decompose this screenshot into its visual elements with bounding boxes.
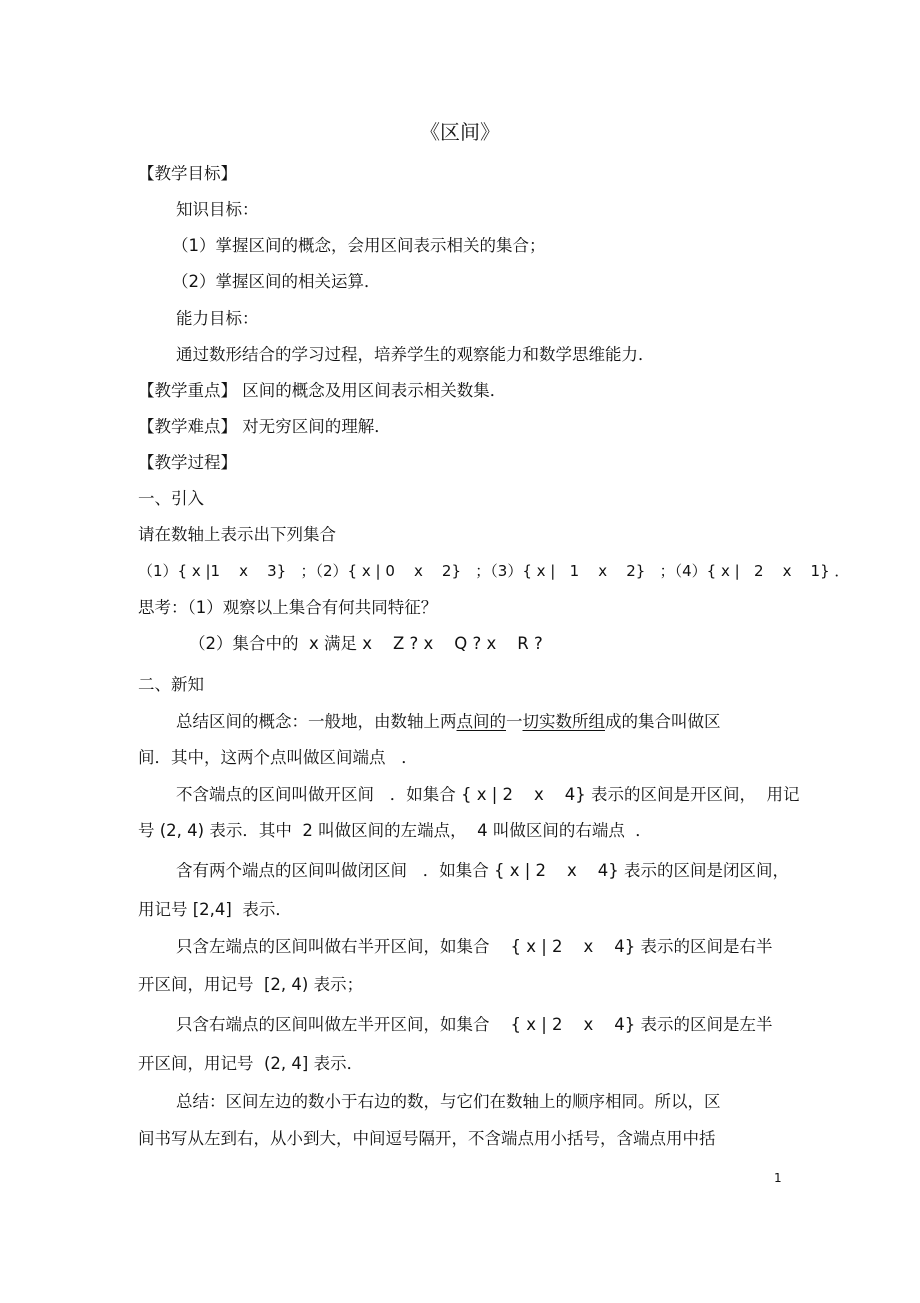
- summary-line-1: 总结：区间左边的数小于右边的数，与它们在数轴上的顺序相同。所以，区: [176, 1092, 721, 1111]
- teaching-difficulties: 【教学难点】 对无穷区间的理解．: [138, 417, 391, 436]
- teaching-key-points: 【教学重点】 区间的概念及用区间表示相关数集．: [138, 381, 507, 400]
- document-title: 《区间》: [420, 120, 500, 144]
- summary-line-2: 间书写从左到右，从小到大，中间逗号隔开，不含端点用小括号，含端点用中括: [138, 1129, 716, 1148]
- section-new-knowledge: 二、新知: [138, 675, 204, 694]
- knowledge-objectives-label: 知识目标：: [176, 200, 259, 219]
- left-half-open-notation: 开区间，用记号 (2, 4] 表示．: [138, 1054, 364, 1073]
- concept-underlined-b: 点间的: [456, 712, 506, 731]
- ability-objectives-label: 能力目标：: [176, 309, 259, 328]
- intro-instruction: 请在数轴上表示出下列集合: [138, 525, 336, 544]
- heading-teaching-objectives: 【教学目标】: [138, 164, 237, 183]
- open-interval-notation: 号 (2, 4) 表示．其中 2 叫做区间的左端点， 4 叫做区间的右端点 ．: [138, 821, 652, 840]
- think-question-2: （2）集合中的 x 满足 x Z ? x Q ? x R ?: [189, 634, 543, 653]
- concept-text-c: 一: [506, 712, 523, 731]
- heading-teaching-process: 【教学过程】: [138, 453, 237, 472]
- think-question-1: 思考：（1）观察以上集合有何共同特征？: [138, 598, 438, 617]
- concept-text-e: 成的集合叫做区: [605, 712, 721, 731]
- objective-item-1: （1）掌握区间的概念，会用区间表示相关的集合；: [172, 236, 546, 255]
- interval-endpoints-line: 间．其中，这两个点叫做区间端点 ．: [138, 748, 418, 767]
- closed-interval-notation: 用记号 [2,4] 表示．: [138, 900, 292, 919]
- concept-text-a: 总结区间的概念：一般地，由数轴上两: [176, 712, 457, 731]
- sets-list: （1）{ x |1 x 3} ；（2）{ x | 0 x 2} ；（3）{ x | 1 x 2} ；（4）{ x | 2 x 1} ．: [138, 562, 850, 580]
- concept-underlined-d: 切实数所组: [522, 712, 605, 731]
- ability-objective-text: 通过数形结合的学习过程，培养学生的观察能力和数学思维能力．: [176, 345, 655, 364]
- right-half-open-notation: 开区间，用记号 [2, 4) 表示；: [138, 975, 364, 994]
- closed-interval-line: 含有两个端点的区间叫做闭区间 ．如集合 { x | 2 x 4} 表示的区间是闭区间，: [176, 861, 789, 880]
- interval-concept-line: [176, 712, 721, 732]
- objective-item-2: （2）掌握区间的相关运算．: [172, 272, 381, 291]
- open-interval-line: 不含端点的区间叫做开区间 ．如集合 { x | 2 x 4} 表示的区间是开区间， 用记: [176, 785, 800, 804]
- right-half-open-line: 只含左端点的区间叫做右半开区间，如集合 { x | 2 x 4} 表示的区间是右半: [176, 937, 773, 956]
- left-half-open-line: 只含右端点的区间叫做左半开区间，如集合 { x | 2 x 4} 表示的区间是左半: [176, 1015, 773, 1034]
- page-number: 1: [774, 1171, 782, 1185]
- section-introduction: 一、引入: [138, 489, 204, 508]
